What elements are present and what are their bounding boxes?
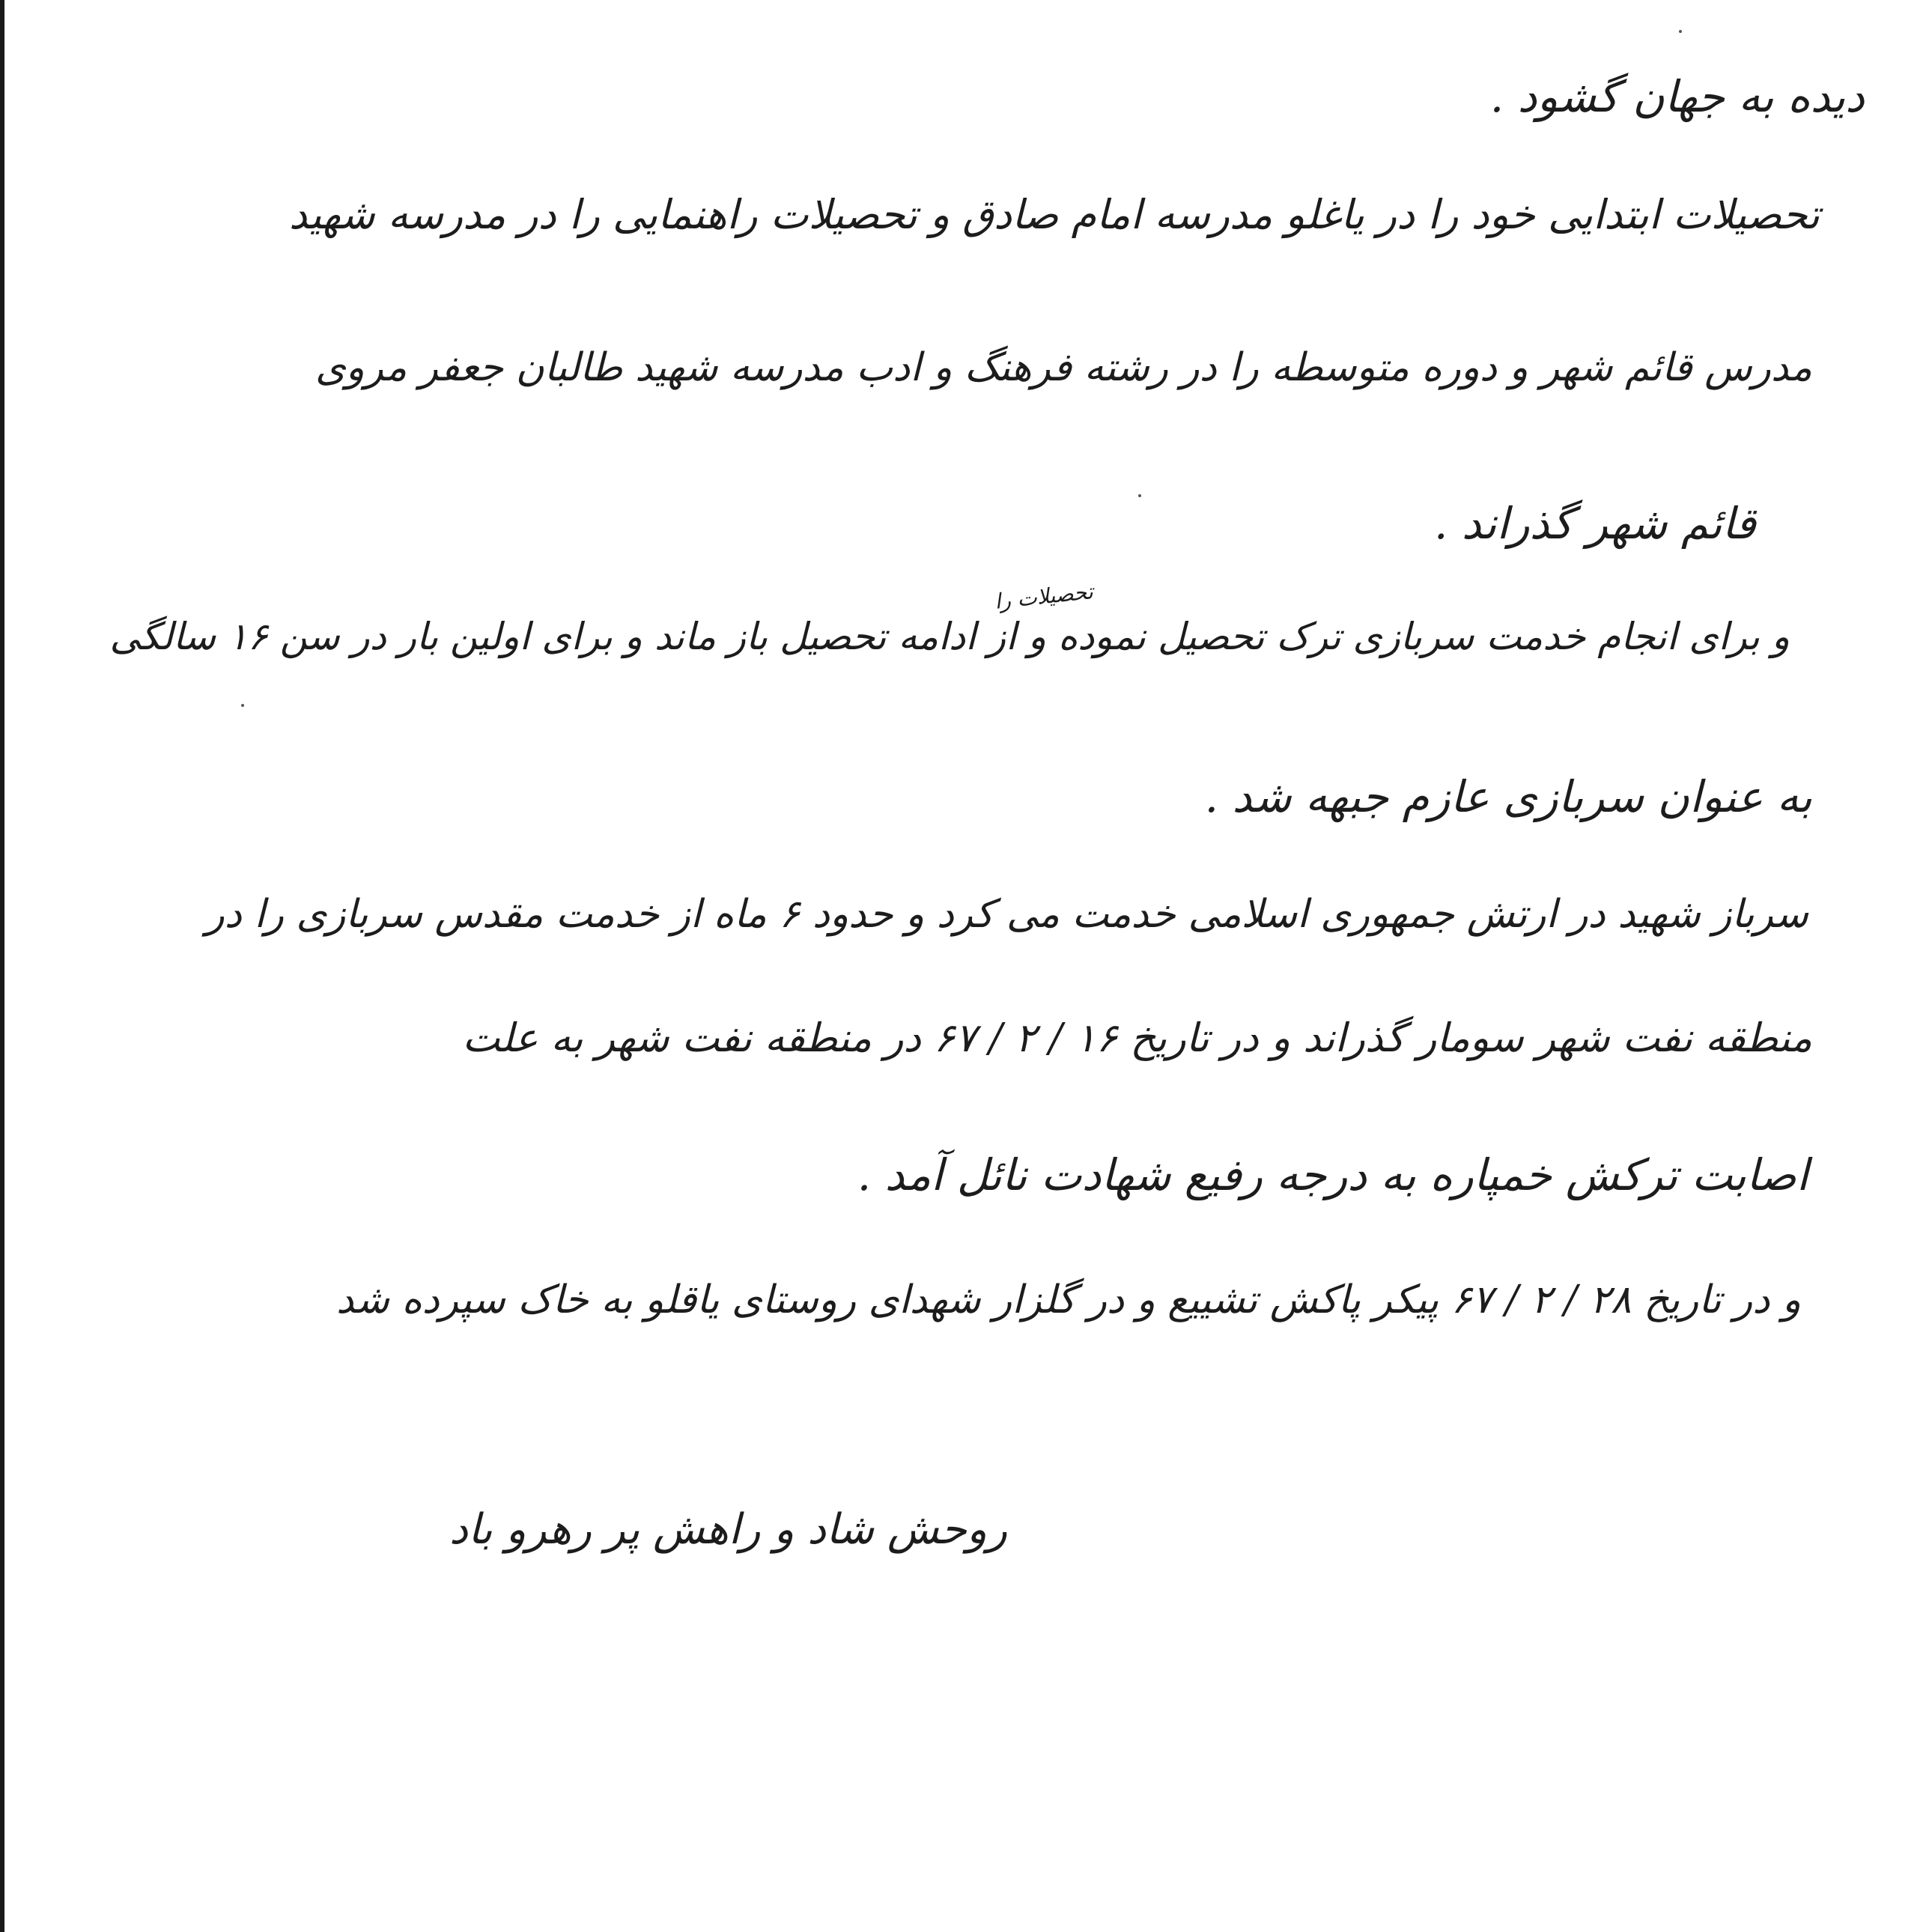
scan-speck [1138, 494, 1141, 497]
text-line-4: قائم شهر گذراند . [1434, 498, 1756, 549]
text-line-2: تحصیلات ابتدایی خود را در یاغلو مدرسه امام صادق و تحصیلات راهنمایی را در مدرسه شهید [288, 191, 1820, 238]
scan-speck [241, 704, 244, 707]
text-line-5: و برای انجام خدمت سربازی ترک تحصیل نموده و از ادامه تحصیل باز ماند و برای اولین بار در سن ۱۶ سالگی [109, 615, 1790, 658]
closing-signature-line: روحش شاد و راهش پر رهرو باد [449, 1505, 1007, 1554]
text-line-1: دیده به جهان گشود . [1489, 71, 1865, 122]
text-line-10: و در تاریخ ۲۸ / ۲ / ۶۷ پیکر پاکش تشییع و در گلزار شهدای روستای یاقلو به خاک سپرده شد [336, 1278, 1801, 1322]
scan-speck [1679, 30, 1682, 33]
interlinear-annotation: تحصیلات را [993, 579, 1095, 614]
text-line-9: اصابت ترکش خمپاره به درجه رفیع شهادت نائل آمد . [857, 1149, 1808, 1200]
text-line-6: به عنوان سربازی عازم جبهه شد . [1204, 771, 1812, 822]
text-line-3: مدرس قائم شهر و دوره متوسطه را در رشته فرهنگ و ادب مدرسه شهید طالبان جعفر مروی [315, 345, 1812, 390]
text-line-8: منطقه نفت شهر سومار گذراند و در تاریخ ۱۶ / ۲ / ۶۷ در منطقه نفت شهر به علت [462, 1015, 1812, 1061]
scan-edge [0, 0, 4, 1932]
text-line-7: سرباز شهید در ارتش جمهوری اسلامی خدمت می کرد و حدود ۶ ماه از خدمت مقدس سربازی را در [205, 892, 1808, 937]
